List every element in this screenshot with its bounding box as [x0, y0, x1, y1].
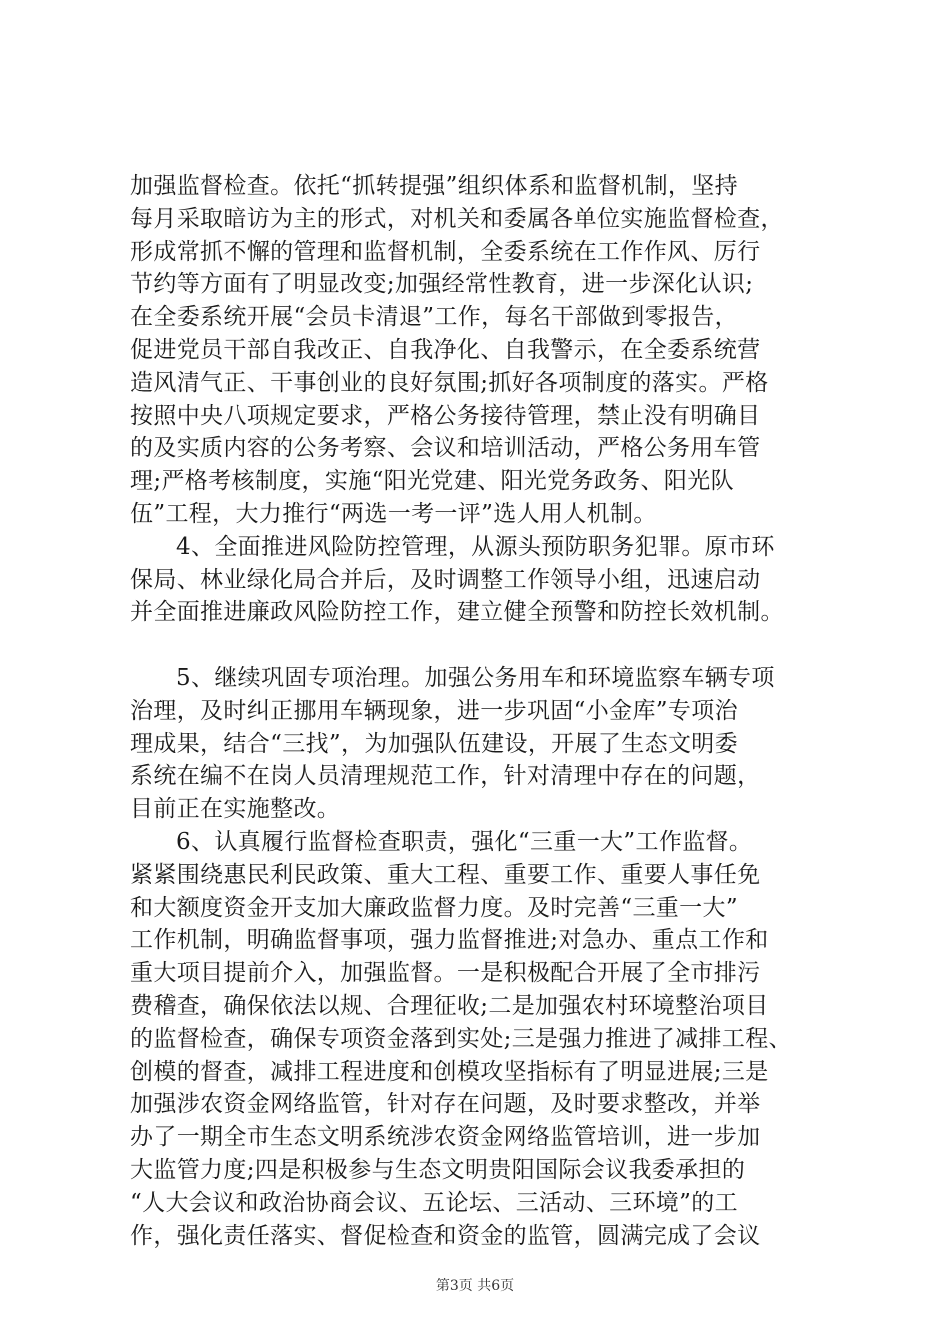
text-line: 节约等方面有了明显改变;加强经常性教育，进一步深化认识; — [130, 271, 754, 298]
text-line: 加强监督检查。依托“抓转提强”组织体系和监督机制，坚持 — [130, 173, 738, 199]
text-line: 工作机制，明确监督事项，强力监督推进;对急办、重点工作和 — [130, 927, 769, 954]
page-number-label: 第3页 共6页 — [435, 1278, 515, 1294]
text-line: 在全委系统开展“会员卡清退”工作，每名干部做到零报告， — [130, 304, 738, 331]
text-line: 的监督检查，确保专项资金落到实处;三是强力推进了减排工程、 — [130, 1025, 792, 1052]
body-text — [130, 170, 850, 1252]
text-line: 加强涉农资金网络监管，针对存在问题，及时要求整改，并举 — [130, 1091, 761, 1118]
text-line: 的及实质内容的公务考察、会议和培训活动，严格公务用车管 — [130, 435, 761, 462]
text-line: 和大额度资金开支加大廉政监督力度。及时完善“三重一大” — [130, 894, 738, 921]
text-line: 治理，及时纠正挪用车辆现象，进一步巩固“小金库”专项治 — [130, 697, 738, 724]
text-line: 伍”工程，大力推行“两选一考一评”选人用人机制。 — [130, 500, 657, 527]
text-line: 办了一期全市生态文明系统涉农资金网络监管培训，进一步加 — [130, 1124, 761, 1151]
text-line: 重大项目提前介入，加强监督。一是积极配合开展了全市排污 — [130, 960, 761, 987]
paragraph-start-line: 4、全面推进风险防控管理，从源头预防职务犯罪。原市环 — [176, 533, 775, 560]
text-line: 并全面推进廉政风险防控工作，建立健全预警和防控长效机制。 — [130, 599, 784, 626]
text-line: 保局、林业绿化局合并后，及时调整工作领导小组，迅速启动 — [130, 566, 761, 593]
paragraph-start-line: 6、认真履行监督检查职责，强化“三重一大”工作监督。 — [176, 828, 753, 855]
paragraph-gap — [130, 629, 850, 662]
text-line: 系统在编不在岗人员清理规范工作，针对清理中存在的问题， — [130, 763, 761, 790]
text-line: 创模的督查，减排工程进度和创模攻坚指标有了明显进展;三是 — [130, 1058, 769, 1085]
text-line: 目前正在实施整改。 — [130, 796, 341, 823]
text-line: 按照中央八项规定要求，严格公务接待管理，禁止没有明确目 — [130, 402, 761, 429]
text-line: 每月采取暗访为主的形式，对机关和委属各单位实施监督检查， — [130, 205, 784, 232]
page-footer — [0, 1276, 950, 1296]
text-line: 理;严格考核制度，实施“阳光党建、阳光党务政务、阳光队 — [130, 468, 734, 495]
text-line: 大监管力度;四是积极参与生态文明贵阳国际会议我委承担的 — [130, 1156, 746, 1183]
paragraph-start-line: 5、继续巩固专项治理。加强公务用车和环境监察车辆专项 — [176, 664, 775, 691]
text-line: 作，强化责任落实、督促检查和资金的监管，圆满完成了会议 — [130, 1222, 761, 1249]
text-line: 造风清气正、干事创业的良好氛围;抓好各项制度的落实。严格 — [130, 369, 769, 396]
text-line: 形成常抓不懈的管理和监督机制，全委系统在工作作风、厉行 — [130, 238, 761, 265]
text-line: 费稽查，确保依法以规、合理征收;二是加强农村环境整治项目 — [130, 992, 769, 1019]
text-line: 理成果，结合“三找”，为加强队伍建设，开展了生态文明委 — [130, 730, 738, 757]
text-line: 促进党员干部自我改正、自我净化、自我警示，在全委系统营 — [130, 336, 761, 363]
text-line: “人大会议和政治协商会议、五论坛、三活动、三环境”的工 — [130, 1189, 738, 1216]
text-line: 紧紧围绕惠民利民政策、重大工程、重要工作、重要人事任免 — [130, 861, 761, 888]
